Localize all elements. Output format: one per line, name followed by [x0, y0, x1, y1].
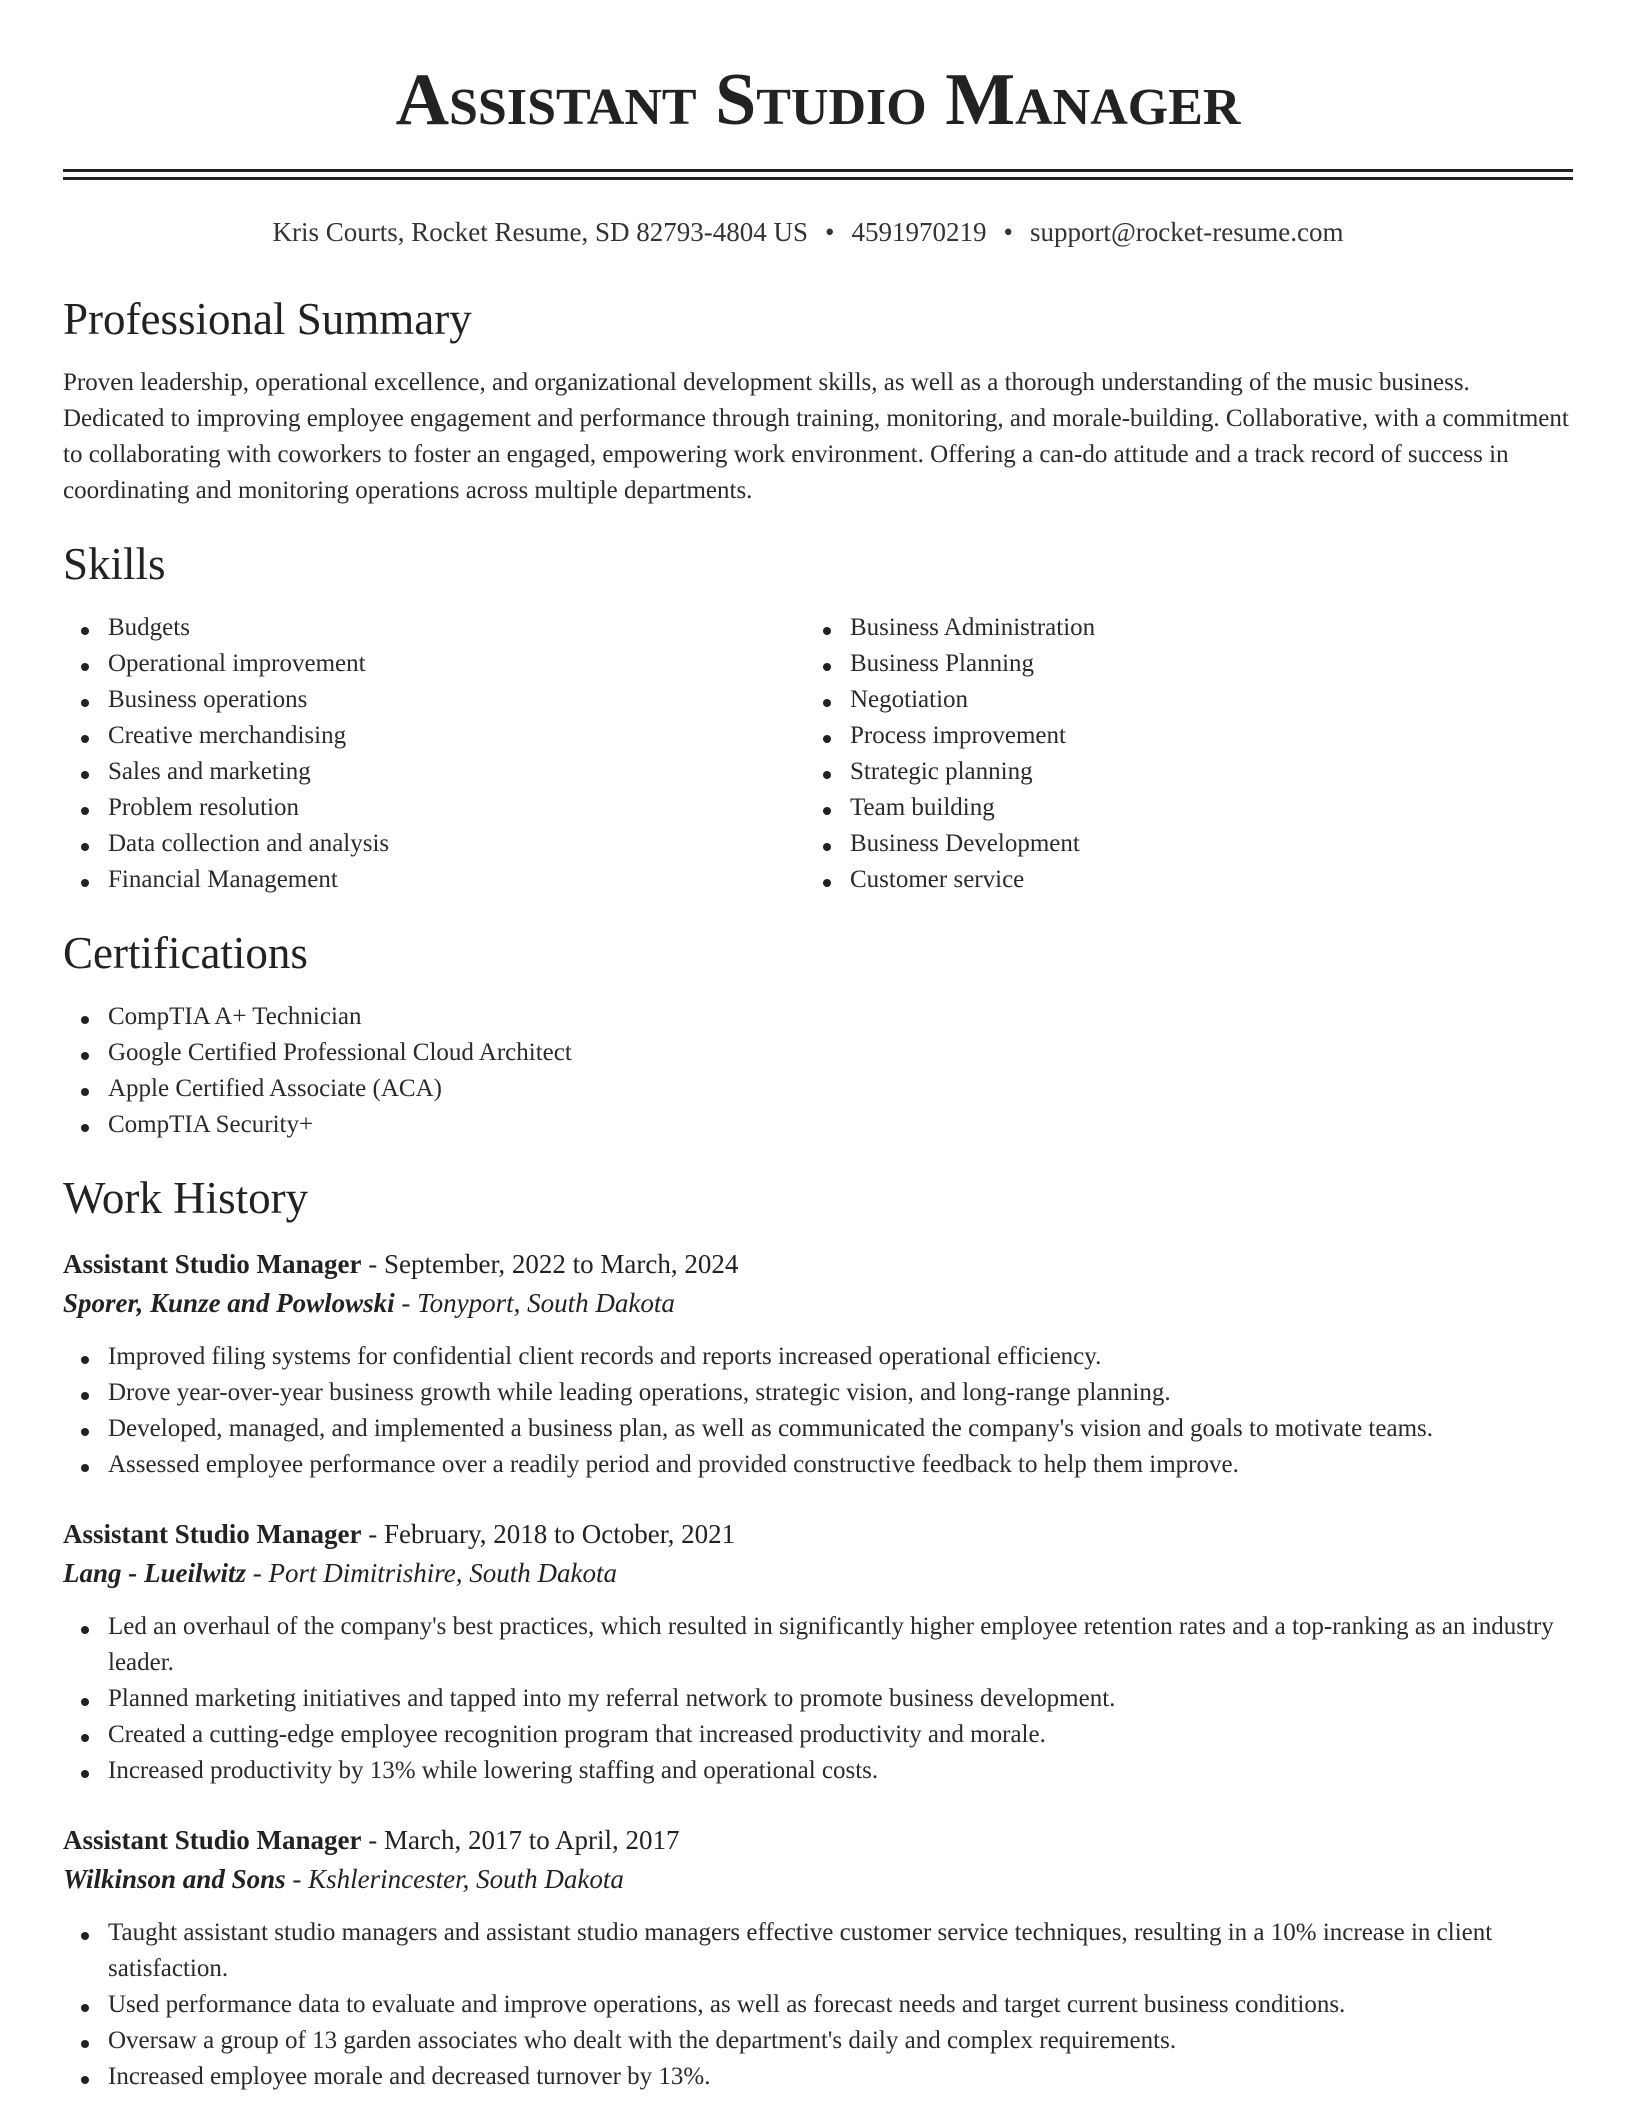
- skill-item: Team building: [850, 790, 1573, 826]
- job-duty-item: Used performance data to evaluate and improve operations, as well as forecast needs and target current business conditions.: [108, 1987, 1573, 2023]
- skill-item: Financial Management: [108, 862, 805, 898]
- skill-item: Strategic planning: [850, 754, 1573, 790]
- resume-title: Assistant Studio Manager: [395, 59, 1241, 141]
- job-company: Wilkinson and Sons: [63, 1864, 286, 1894]
- skill-item: Budgets: [108, 610, 805, 646]
- certifications-heading: Certifications: [63, 928, 308, 978]
- contact-phone: 4591970219: [851, 217, 987, 247]
- skill-item: Business operations: [108, 682, 805, 718]
- certifications-list: [63, 999, 1573, 1143]
- job-title-line: [63, 1245, 1573, 1284]
- contact-separator: •: [825, 217, 835, 247]
- job-location: Kshlerincester, South Dakota: [308, 1864, 624, 1894]
- job-duties-list: [63, 1915, 1573, 2095]
- skill-item: Creative merchandising: [108, 718, 805, 754]
- skill-item: Customer service: [850, 862, 1573, 898]
- job-location: Port Dimitrishire, South Dakota: [268, 1558, 618, 1588]
- job-dates: February, 2018 to October, 2021: [384, 1519, 736, 1549]
- job-duties-list: [63, 1339, 1573, 1483]
- job-duty-item: Assessed employee performance over a readily period and provided constructive feedback to help them improve.: [108, 1447, 1573, 1483]
- job-company: Sporer, Kunze and Powlowski: [63, 1288, 395, 1318]
- job-dash: -: [285, 1864, 309, 1894]
- job-dates: March, 2017 to April, 2017: [384, 1825, 680, 1855]
- job-employer-line: [63, 1860, 1573, 1899]
- contact-address: Kris Courts, Rocket Resume, SD 82793-4804 US: [272, 217, 809, 247]
- job-title: Assistant Studio Manager: [63, 1825, 362, 1855]
- skills-heading: Skills: [63, 539, 166, 589]
- job-duty-item: Developed, managed, and implemented a business plan, as well as communicated the company's vision and goals to motivate teams.: [108, 1411, 1573, 1447]
- skills-column-right: [805, 610, 1573, 898]
- certification-item: CompTIA Security+: [108, 1107, 1573, 1143]
- job-dash: -: [361, 1825, 385, 1855]
- skill-item: Process improvement: [850, 718, 1573, 754]
- skill-item: Operational improvement: [108, 646, 805, 682]
- certification-item: Apple Certified Associate (ACA): [108, 1071, 1573, 1107]
- contact-separator: •: [1003, 217, 1013, 247]
- job-duty-item: Planned marketing initiatives and tapped into my referral network to promote business development.: [108, 1681, 1573, 1717]
- job-duty-item: Created a cutting-edge employee recognition program that increased productivity and morale.: [108, 1717, 1573, 1753]
- job-dash: -: [361, 1249, 385, 1279]
- job-entry: [63, 1245, 1573, 1483]
- job-duty-item: Increased employee morale and decreased turnover by 13%.: [108, 2059, 1573, 2095]
- job-duty-item: Led an overhaul of the company's best practices, which resulted in significantly higher employee retention rates and a top-ranking as an industry leader.: [108, 1609, 1573, 1681]
- skill-item: Business Planning: [850, 646, 1573, 682]
- skill-item: Negotiation: [850, 682, 1573, 718]
- job-entry: [63, 1821, 1573, 2095]
- job-location: Tonyport, South Dakota: [417, 1288, 675, 1318]
- job-title: Assistant Studio Manager: [63, 1249, 362, 1279]
- job-duties-list: [63, 1609, 1573, 1789]
- skill-item: Business Administration: [850, 610, 1573, 646]
- job-entry: [63, 1515, 1573, 1789]
- certification-item: Google Certified Professional Cloud Architect: [108, 1035, 1573, 1071]
- job-title-line: [63, 1515, 1573, 1554]
- job-dash: -: [361, 1519, 385, 1549]
- skills-list: [63, 610, 1573, 898]
- job-company: Lang - Lueilwitz: [63, 1558, 247, 1588]
- job-dash: -: [394, 1288, 418, 1318]
- contact-email: support@rocket-resume.com: [1029, 217, 1344, 247]
- title-double-rule: [63, 169, 1573, 180]
- job-employer-line: [63, 1554, 1573, 1593]
- summary-text: Proven leadership, operational excellence, and organizational development skills, as well as a thorough understanding of the music business. Dedicated to improving employee engagement and performance through training, monitoring, and morale-building. Collaborative, with a commitment to collaborating with coworkers to foster an engaged, empowering work environment. Offering a can-do attitude and a track record of success in coordinating and monitoring operations across multiple departments.: [63, 369, 1569, 504]
- job-duty-item: Increased productivity by 13% while lowering staffing and operational costs.: [108, 1753, 1573, 1789]
- job-duty-item: Oversaw a group of 13 garden associates who dealt with the department's daily and complex requirements.: [108, 2023, 1573, 2059]
- job-duty-item: Taught assistant studio managers and assistant studio managers effective customer service techniques, resulting in a 10% increase in client satisfaction.: [108, 1915, 1573, 1987]
- skill-item: Data collection and analysis: [108, 826, 805, 862]
- work-history-heading: Work History: [63, 1173, 309, 1223]
- job-dash: -: [246, 1558, 269, 1588]
- skill-item: Problem resolution: [108, 790, 805, 826]
- contact-line: [63, 214, 1573, 250]
- job-title-line: [63, 1821, 1573, 1860]
- skill-item: Business Development: [850, 826, 1573, 862]
- skill-item: Sales and marketing: [108, 754, 805, 790]
- certification-item: CompTIA A+ Technician: [108, 999, 1573, 1035]
- summary-heading: Professional Summary: [63, 294, 472, 344]
- job-duty-item: Improved filing systems for confidential client records and reports increased operational efficiency.: [108, 1339, 1573, 1375]
- skills-column-left: [63, 610, 805, 898]
- job-dates: September, 2022 to March, 2024: [384, 1249, 739, 1279]
- job-duty-item: Drove year-over-year business growth while leading operations, strategic vision, and long-range planning.: [108, 1375, 1573, 1411]
- job-title: Assistant Studio Manager: [63, 1519, 362, 1549]
- job-employer-line: [63, 1284, 1573, 1323]
